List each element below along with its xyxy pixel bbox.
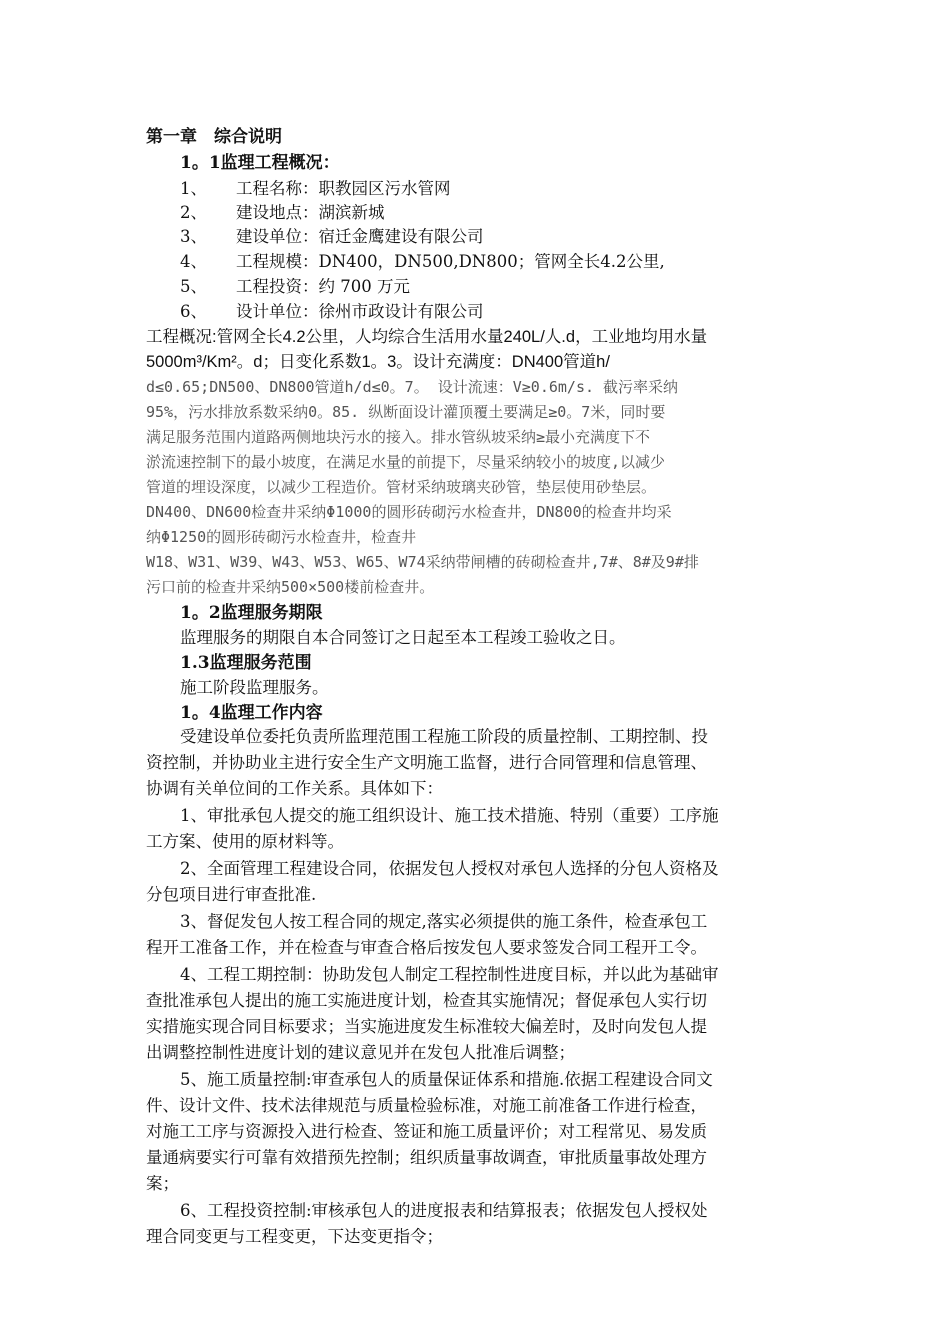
- overview-line: d≤0.65;DN500、DN800管道h/d≤0。7。 设计流速：V≥0.6m/s. 截污率采纳: [146, 378, 679, 396]
- chapter-title: 第一章 综合说明: [146, 127, 282, 147]
- overview-line: 满足服务范围内道路两侧地块污水的接入。排水管纵坡采纳≥最小充满度下不: [146, 428, 651, 446]
- paragraph-line: 6、工程投资控制:审核承包人的进度报表和结算报表；依据发包人授权处: [180, 1201, 708, 1220]
- overview-line: 淤流速控制下的最小坡度，在满足水量的前提下，尽量采纳较小的坡度,以减少: [146, 453, 666, 471]
- list-item-number: 2、: [180, 203, 207, 222]
- section-1-3-body: 施工阶段监理服务。: [180, 678, 329, 697]
- overview-line: W18、W31、W39、W43、W53、W65、W74采纳带闸槽的砖砌检查井,7#、8#及9#排: [146, 553, 699, 571]
- list-item-text: 工程规模：DN400，DN500,DN800；管网全长4.2公里,: [236, 252, 665, 271]
- overview-line: DN400、DN600检查井采纳Φ1000的圆形砖砌污水检查井，DN800的检查井均采: [146, 503, 672, 521]
- overview-line: 纳Φ1250的圆形砖砌污水检查井，检查井: [146, 528, 417, 546]
- section-heading-1-1: 1。1监理工程概况：: [180, 153, 340, 173]
- list-item-number: 6、: [180, 302, 207, 321]
- paragraph-line: 件、设计文件、技术法律规范与质量检验标准，对施工前准备工作进行检查，: [146, 1096, 707, 1115]
- overview-line: 污口前的检查井采纳500×500楼前检查井。: [146, 578, 435, 596]
- paragraph-line: 案；: [146, 1174, 179, 1193]
- list-item-number: 5、: [180, 277, 207, 296]
- overview-line: 95%，污水排放系数采纳0。85. 纵断面设计灌顶覆土要满足≥0。7米，同时要: [146, 403, 666, 421]
- paragraph-line: 理合同变更与工程变更，下达变更指令；: [146, 1227, 443, 1246]
- paragraph-line: 量通病要实行可靠有效措预先控制；组织质量事故调查，审批质量事故处理方: [146, 1148, 707, 1167]
- section-heading-1-3: 1.3监理服务范围: [180, 653, 312, 673]
- list-item-number: 1、: [180, 179, 207, 198]
- paragraph-line: 3、督促发包人按工程合同的规定,落实必须提供的施工条件，检查承包工: [180, 912, 708, 931]
- list-item-number: 4、: [180, 252, 207, 271]
- paragraph-line: 资控制，并协助业主进行安全生产文明施工监督，进行合同管理和信息管理、: [146, 753, 707, 772]
- list-item-text: 建设地点：湖滨新城: [236, 203, 385, 222]
- paragraph-line: 1、审批承包人提交的施工组织设计、施工技术措施、特别（重要）工序施: [180, 806, 719, 825]
- paragraph-line: 出调整控制性进度计划的建议意见并在发包人批准后调整；: [146, 1043, 575, 1062]
- overview-line: 管道的埋设深度，以减少工程造价。管材采纳玻璃夹砂管，垫层使用砂垫层。: [146, 478, 657, 496]
- paragraph-line: 实措施实现合同目标要求；当实施进度发生标准较大偏差时，及时向发包人提: [146, 1017, 707, 1036]
- paragraph-line: 协调有关单位间的工作关系。具体如下：: [146, 779, 443, 798]
- paragraph-line: 分包项目进行审查批准.: [146, 885, 317, 904]
- section-1-2-body: 监理服务的期限自本合同签订之日起至本工程竣工验收之日。: [180, 628, 626, 647]
- paragraph-line: 2、全面管理工程建设合同，依据发包人授权对承包人选择的分包人资格及: [180, 859, 719, 878]
- paragraph-line: 对施工工序与资源投入进行检查、签证和施工质量评价；对工程常见、易发质: [146, 1122, 707, 1141]
- list-item-number: 3、: [180, 227, 207, 246]
- list-item-text: 工程投资：约 700 万元: [236, 277, 410, 296]
- paragraph-line: 程开工准备工作，并在检查与审查合格后按发包人要求签发合同工程开工令。: [146, 938, 707, 957]
- paragraph-line: 5、施工质量控制:审查承包人的质量保证体系和措施.依据工程建设合同文: [180, 1070, 713, 1089]
- list-item-text: 工程名称：职教园区污水管网: [236, 179, 451, 198]
- section-heading-1-2: 1。2监理服务期限: [180, 603, 323, 623]
- overview-line: 5000m³/Km²。d；日变化系数1。3。设计充满度：DN400管道h/: [146, 353, 610, 371]
- paragraph-line: 查批准承包人提出的施工实施进度计划，检查其实施情况；督促承包人实行切: [146, 991, 707, 1010]
- section-heading-1-4: 1。4监理工作内容: [180, 703, 323, 723]
- overview-line: 工程概况:管网全长4.2公里，人均综合生活用水量240L/人.d，工业地均用水量: [146, 328, 708, 346]
- paragraph-line: 受建设单位委托负责所监理范围工程施工阶段的质量控制、工期控制、投: [180, 727, 708, 746]
- paragraph-line: 4、工程工期控制：协助发包人制定工程控制性进度目标，并以此为基础审: [180, 965, 719, 984]
- paragraph-line: 工方案、使用的原材料等。: [146, 832, 344, 851]
- list-item-text: 设计单位：徐州市政设计有限公司: [236, 302, 484, 321]
- list-item-text: 建设单位：宿迁金鹰建设有限公司: [236, 227, 484, 246]
